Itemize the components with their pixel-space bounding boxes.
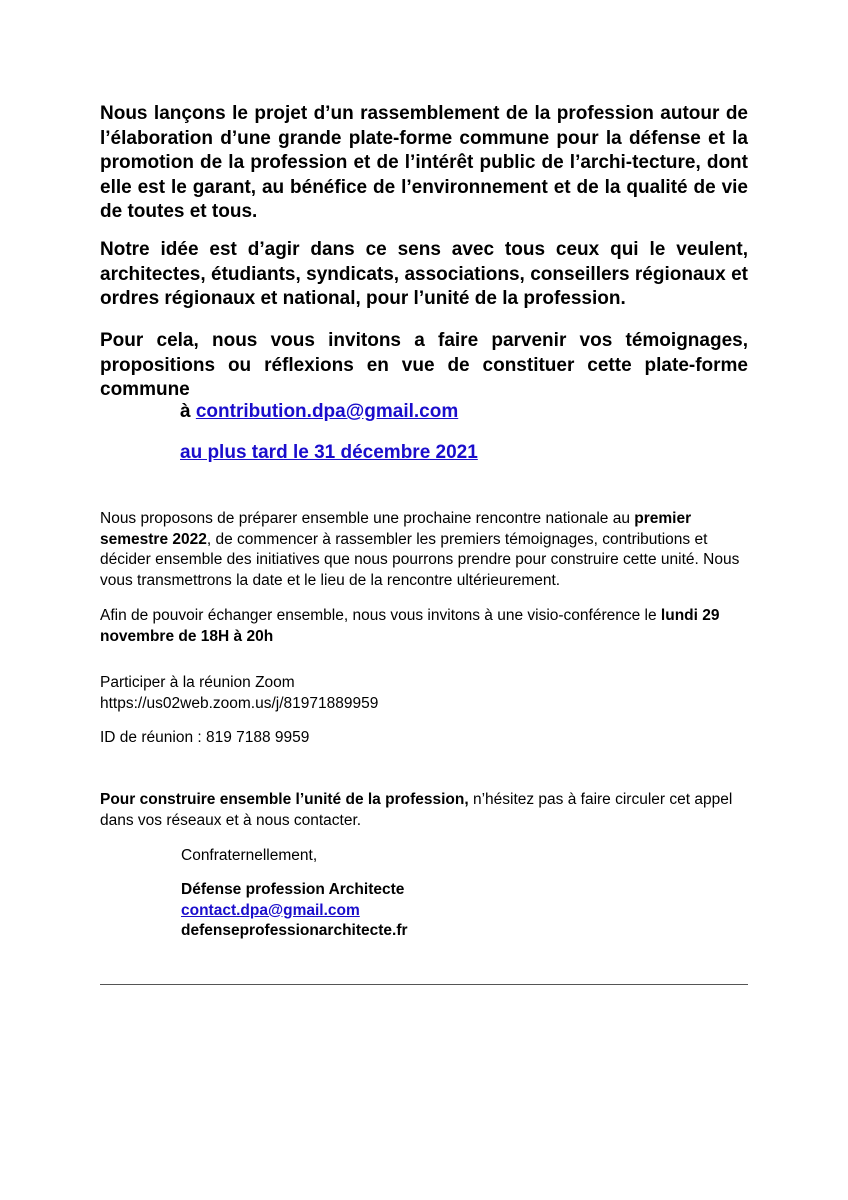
org-name: Défense profession Architecte xyxy=(181,881,405,898)
meeting-paragraph xyxy=(100,509,748,591)
share-paragraph xyxy=(100,790,748,831)
horizontal-rule xyxy=(100,984,748,985)
p4-text-before: Nous proposons de préparer ensemble une prochaine rencontre nationale au xyxy=(100,510,635,527)
document-page xyxy=(100,0,748,1200)
closing-salutation: Confraternellement, xyxy=(181,847,318,864)
p6-text-after: n’hésitez pas à faire circuler cet appel dans vos réseaux et à nous contacter. xyxy=(100,791,733,829)
website: defenseprofessionarchitecte.fr xyxy=(181,922,408,939)
zoom-url[interactable]: https://us02web.zoom.us/j/81971889959 xyxy=(100,694,379,712)
intro-paragraph-2: Notre idée est d’agir dans ce sens avec tous ceux qui le veulent, architectes, étudiants, syndicats, associations, conseillers régionaux et ordres régionaux et national, pour l’unité de la profession. xyxy=(100,239,748,309)
p4-bold-date: premier semestre 2022 xyxy=(100,510,692,548)
intro-paragraph-3: Pour cela, nous vous invitons a faire parvenir vos témoignages, propositions ou réflexions en vue de constituer cette plate-forme commune xyxy=(100,330,748,400)
p5-text-before: Afin de pouvoir échanger ensemble, nous vous invitons à une visio-conférence le xyxy=(100,607,661,624)
deadline-link[interactable]: au plus tard le 31 décembre 2021 xyxy=(180,442,478,463)
p4-text-after: , de commencer à rassembler les premiers témoignages, contributions et décider ensemble des initiatives que nous pourrons prendre pour construire cette unité. Nous vous transmettrons la date et le lieu de la rencontre ultérieurement. xyxy=(100,530,740,589)
p6-bold-text: Pour construire ensemble l’unité de la profession, xyxy=(100,791,469,808)
contribution-email-line xyxy=(180,400,458,424)
contribution-email-link[interactable]: contribution.dpa@gmail.com xyxy=(195,401,459,422)
zoom-block xyxy=(100,673,748,714)
visio-paragraph xyxy=(100,606,748,647)
intro-paragraph-1: Nous lançons le projet d’un rassemblement de la profession autour de l’élaboration d’une grande plate-forme commune pour la défense et la promotion de la profession et de l’intérêt public de l’archi-tecture, dont elle est le garant, au bénéfice de l’environnement et de la qualité de vie de toutes et tous. xyxy=(100,103,748,222)
zoom-label: Participer à la réunion Zoom xyxy=(100,674,295,691)
deadline-line xyxy=(180,441,478,465)
email-prefix: à xyxy=(180,401,196,422)
signature-block xyxy=(181,880,408,942)
p5-bold-date: lundi 29 novembre de 18H à 20h xyxy=(100,607,720,645)
meeting-id: ID de réunion : 819 7188 9959 xyxy=(100,729,310,746)
contact-email-link[interactable]: contact.dpa@gmail.com xyxy=(181,901,360,919)
